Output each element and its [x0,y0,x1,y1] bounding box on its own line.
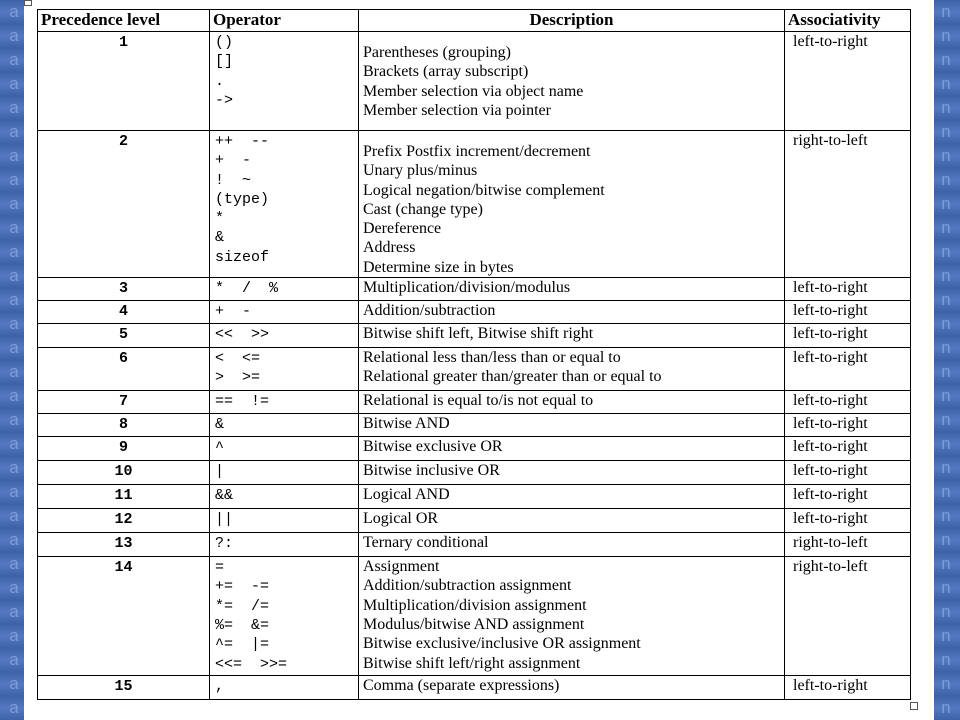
description-line: Logical negation/bitwise complement [363,181,605,199]
background-letter: n [941,650,951,669]
operator-symbol: && [215,487,234,505]
background-letter: n [941,50,951,69]
operator-symbol: ! ~ [215,171,252,189]
table-row [38,437,911,461]
operator-cell [210,509,359,533]
operator-symbol: | [215,463,225,481]
table-row [38,461,911,485]
associativity-cell: left-to-right [785,32,911,131]
background-letter: n [941,530,951,549]
description-line: Relational greater than/greater than or equal to [363,368,662,386]
background-letter: a [9,578,19,597]
table-row [38,509,911,533]
operator-symbol: %= &= [215,616,270,634]
description-cell [359,676,785,700]
background-letter: a [9,650,19,669]
description-line: Unary plus/minus [363,162,478,180]
description-cell [359,131,785,278]
table-row [38,348,911,391]
background-letter: a [9,626,19,645]
operator-symbol: . [215,72,225,90]
description-line: Member selection via object name [363,82,584,100]
background-letter: a [9,482,19,501]
operator-symbol: ?: [215,535,234,553]
background-letter: n [941,194,951,213]
description-line: Bitwise shift left, Bitwise shift right [363,325,594,343]
description-line: Bitwise shift left/right assignment [363,654,581,672]
operator-symbol: sizeof [215,248,270,266]
background-letter: n [941,266,951,285]
background-letter: n [941,386,951,405]
header-operator: Operator [210,10,359,32]
precedence-level-cell: 13 [38,533,210,557]
description-line: Relational is equal to/is not equal to [363,392,594,410]
operator-symbol: <<= >>= [215,655,288,673]
precedence-level-cell: 3 [38,278,210,301]
operator-cell [210,461,359,485]
background-letter: a [9,290,19,309]
operator-symbol: ^= |= [215,636,270,654]
description-line: Multiplication/division assignment [363,596,587,614]
operator-symbol: -> [215,91,234,109]
table-row [38,301,911,324]
operator-symbol: ++ -- [215,133,270,150]
description-line: Addition/subtraction assignment [363,577,572,595]
associativity-cell: left-to-right [785,414,911,437]
background-letter: n [941,146,951,165]
description-line: Determine size in bytes [363,258,514,276]
operator-symbol: & [215,229,225,247]
operator-symbol: * [215,210,225,228]
associativity-cell: left-to-right [785,676,911,700]
associativity-cell: left-to-right [785,437,911,461]
description-line: Parentheses (grouping) [363,44,511,61]
background-letter: a [9,386,19,405]
header-associativity: Associativity [785,10,911,32]
background-letter: n [941,410,951,429]
operator-cell [210,533,359,557]
background-letter: a [9,98,19,117]
associativity-cell: left-to-right [785,278,911,301]
operator-symbol: || [215,511,234,529]
background-letter: a [9,314,19,333]
description-cell [359,414,785,437]
operator-cell [210,485,359,509]
operator-precedence-table [37,9,911,700]
table-header-row [38,10,911,32]
precedence-level-cell: 9 [38,437,210,461]
description-cell [359,461,785,485]
description-line: Bitwise exclusive OR [363,438,503,456]
associativity-cell: right-to-left [785,533,911,557]
background-letter: a [9,458,19,477]
background-letter: a [9,218,19,237]
background-letter: a [9,122,19,141]
operator-cell [210,414,359,437]
description-cell [359,485,785,509]
associativity-cell: left-to-right [785,509,911,533]
description-line: Member selection via pointer [363,101,551,119]
operator-cell [210,32,359,131]
description-cell [359,509,785,533]
background-letter: a [9,410,19,429]
description-cell [359,278,785,301]
background-letter: n [941,2,951,21]
background-letter: n [941,218,951,237]
table-row [38,557,911,676]
precedence-level-cell: 10 [38,461,210,485]
resize-handle-bottom-right[interactable] [910,702,918,710]
background-letter: n [941,74,951,93]
associativity-cell: left-to-right [785,391,911,414]
operator-symbol: > >= [215,369,261,387]
background-letter: n [941,362,951,381]
description-cell [359,301,785,324]
associativity-cell: left-to-right [785,324,911,348]
background-letter: n [941,26,951,45]
operator-cell [210,676,359,700]
operator-cell [210,391,359,414]
table-row [38,533,911,557]
precedence-level-cell: 15 [38,676,210,700]
background-letter: a [9,194,19,213]
operator-cell [210,278,359,301]
description-line: Logical AND [363,486,450,504]
associativity-cell: right-to-left [785,131,911,278]
description-line: Dereference [363,220,442,238]
table-row [38,391,911,414]
background-letter: a [9,698,19,717]
background-letter: a [9,506,19,525]
precedence-level-cell: 2 [38,131,210,278]
operator-symbol: & [215,416,225,434]
background-letter: n [941,554,951,573]
description-line: Relational less than/less than or equal to [363,349,621,367]
background-letter: n [941,698,951,717]
header-precedence-level: Precedence level [38,10,210,32]
description-line: Bitwise AND [363,415,450,433]
description-cell [359,437,785,461]
operator-symbol: += -= [215,578,270,596]
description-line: Comma (separate expressions) [363,677,560,695]
background-letter: n [941,626,951,645]
table-row [38,131,911,278]
precedence-level-cell: 4 [38,301,210,324]
description-line: Ternary conditional [363,534,489,552]
background-letter: a [9,362,19,381]
description-line: Cast (change type) [363,200,483,218]
background-letter: n [941,506,951,525]
precedence-level-cell: 7 [38,391,210,414]
background-letter: a [9,674,19,693]
precedence-level-cell: 12 [38,509,210,533]
associativity-cell: left-to-right [785,301,911,324]
description-cell [359,324,785,348]
description-line: Logical OR [363,510,439,528]
description-line: Bitwise exclusive/inclusive OR assignment [363,635,641,653]
background-letter: n [941,122,951,141]
header-description: Description [359,10,785,32]
background-letter: n [941,338,951,357]
associativity-cell: left-to-right [785,485,911,509]
precedence-level-cell: 5 [38,324,210,348]
operator-cell [210,324,359,348]
table-row [38,676,911,700]
description-line: Multiplication/division/modulus [363,279,571,297]
operator-cell [210,131,359,278]
background-letter: a [9,146,19,165]
operator-symbol: [] [215,53,234,71]
background-letter: n [941,290,951,309]
operator-cell [210,557,359,676]
background-letter: a [9,170,19,189]
description-line: Modulus/bitwise AND assignment [363,615,585,633]
associativity-cell: left-to-right [785,348,911,391]
table-row [38,324,911,348]
precedence-level-cell: 11 [38,485,210,509]
operator-symbol: , [215,678,225,696]
background-letter: a [9,434,19,453]
operator-symbol: () [215,34,234,51]
table-row [38,414,911,437]
background-letter: n [941,434,951,453]
background-letter: n [941,314,951,333]
background-letter: a [9,242,19,261]
operator-symbol: *= /= [215,597,270,615]
table-row [38,32,911,131]
description-line: Assignment [363,558,440,576]
background-letter: n [941,170,951,189]
resize-handle-top-left[interactable] [24,0,32,6]
description-line: Bitwise inclusive OR [363,462,500,480]
description-cell [359,391,785,414]
precedence-level-cell: 1 [38,32,210,131]
background-letter: a [9,50,19,69]
background-letter: a [9,26,19,45]
background-letter: n [941,602,951,621]
background-letter: n [941,578,951,597]
operator-symbol: + - [215,152,252,170]
operator-symbol: < <= [215,350,261,368]
operator-symbol: * / % [215,280,279,298]
background-letter: a [9,530,19,549]
background-letter: n [941,458,951,477]
background-letter: a [9,338,19,357]
precedence-level-cell: 14 [38,557,210,676]
description-line: Address [363,239,416,257]
background-letter: a [9,2,19,21]
background-letter: n [941,242,951,261]
operator-symbol: << >> [215,326,270,344]
description-cell [359,32,785,131]
description-cell [359,348,785,391]
right-background-pattern [932,0,960,720]
description-line: Brackets (array subscript) [363,63,529,81]
associativity-cell: right-to-left [785,557,911,676]
table-row [38,278,911,301]
background-letter: a [9,74,19,93]
background-letter: n [941,482,951,501]
precedence-level-cell: 6 [38,348,210,391]
description-cell [359,557,785,676]
operator-symbol: (type) [215,190,270,208]
operator-symbol: + - [215,303,252,321]
associativity-cell: left-to-right [785,461,911,485]
description-line: Prefix Postfix increment/decrement [363,143,591,160]
description-line: Addition/subtraction [363,302,496,320]
operator-symbol: = [215,559,225,577]
precedence-level-cell: 8 [38,414,210,437]
table-row [38,485,911,509]
operator-cell [210,301,359,324]
description-cell [359,533,785,557]
background-letter: n [941,98,951,117]
background-letter: a [9,554,19,573]
operator-cell [210,437,359,461]
operator-symbol: == != [215,393,270,411]
background-letter: n [941,674,951,693]
operator-cell [210,348,359,391]
operator-symbol: ^ [215,439,225,457]
background-letter: a [9,602,19,621]
background-letter: a [9,266,19,285]
